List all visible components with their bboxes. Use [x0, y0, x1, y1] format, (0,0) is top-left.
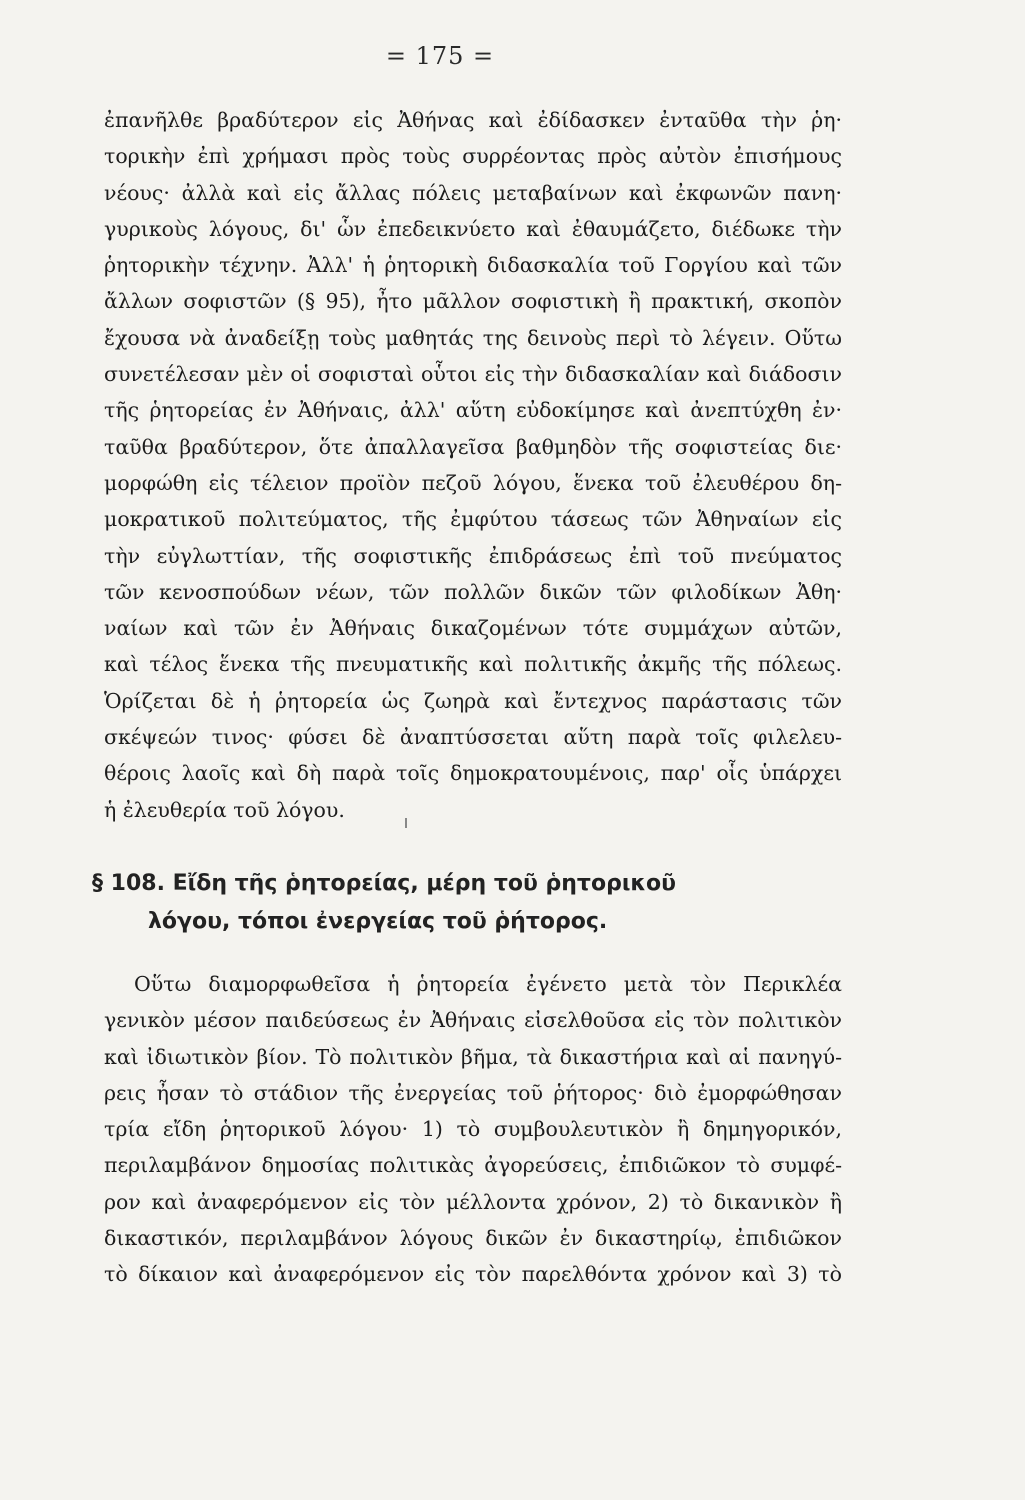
text-line: τῆς ῥητορείας ἐν Ἀθήναις, ἀλλ' αὕτη εὐδοκίμησε καὶ ἀνεπτύχθη ἐν· — [104, 398, 842, 423]
text-line: τρία εἴδη ῥητορικοῦ λόγου· 1) τὸ συμβουλευτικὸν ἢ δημηγορικόν, — [104, 1117, 842, 1142]
text-line: καὶ ἰδιωτικὸν βίον. Τὸ πολιτικὸν βῆμα, τὰ δικαστήρια καὶ αἱ πανηγύ- — [104, 1044, 842, 1069]
text-line: ἐπανῆλθε βραδύτερον εἰς Ἀθήνας καὶ ἐδίδασκεν ἐνταῦθα τὴν ῥη· — [104, 108, 842, 132]
text-line: ῥητορικὴν τέχνην. Ἀλλ' ἡ ῥητορικὴ διδασκαλία τοῦ Γοργίου καὶ τῶν — [104, 253, 842, 278]
text-line: θέροις λαοῖς καὶ δὴ παρὰ τοῖς δημοκρατουμένοις, παρ' οἷς ὑπάρχει — [104, 761, 842, 786]
text-line: Ὁρίζεται δὲ ἡ ῥητορεία ὡς ζωηρὰ καὶ ἔντεχνος παράστασις τῶν — [104, 688, 842, 713]
text-line: μορφώθη εἰς τέλειον προϊὸν πεζοῦ λόγου, ἕνεκα τοῦ ἐλευθέρου δη- — [104, 470, 842, 495]
paragraph-section-108 — [104, 966, 842, 1293]
section-heading-line: § 108. Εἴδη τῆς ῥητορείας, μέρη τοῦ ῥητορικοῦ — [92, 871, 676, 896]
text-line: συνετέλεσαν μὲν οἱ σοφισταὶ οὗτοι εἰς τὴν διδασκαλίαν καὶ διάδοσιν — [104, 362, 842, 387]
text-line: τῶν κενοσπούδων νέων, τῶν πολλῶν δικῶν τῶν φιλοδίκων Ἀθη· — [104, 579, 842, 604]
text-line: δικαστικόν, περιλαμβάνον λόγους δικῶν ἐν δικαστηρίῳ, ἐπιδιῶκον — [104, 1226, 842, 1251]
text-line: ρεις ἦσαν τὸ στάδιον τῆς ἐνεργείας τοῦ ῥήτορος· διὸ ἐμορφώθησαν — [104, 1080, 842, 1105]
text-line: τὴν εὐγλωττίαν, τῆς σοφιστικῆς ἐπιδράσεως ἐπὶ τοῦ πνεύματος — [104, 543, 842, 568]
text-line: ἄλλων σοφιστῶν (§ 95), ἦτο μᾶλλον σοφιστικὴ ἢ πρακτική, σκοπὸν — [104, 289, 842, 314]
text-line: ἔχουσα νὰ ἀναδείξῃ τοὺς μαθητάς της δεινοὺς περὶ τὸ λέγειν. Οὕτω — [104, 325, 842, 350]
text-line: καὶ τέλος ἕνεκα τῆς πνευματικῆς καὶ πολιτικῆς ἀκμῆς τῆς πόλεως. — [104, 652, 842, 677]
text-line: ναίων καὶ τῶν ἐν Ἀθήναις δικαζομένων τότε συμμάχων αὐτῶν, — [104, 616, 842, 641]
text-line: τορικὴν ἐπὶ χρήμασι πρὸς τοὺς συρρέοντας πρὸς αὐτὸν ἐπισήμους — [104, 144, 842, 169]
text-line: γενικὸν μέσον παιδεύσεως ἐν Ἀθήναις εἰσελθοῦσα εἰς τὸν πολιτικὸν — [104, 1008, 842, 1033]
text-line: ρον καὶ ἀναφερόμενον εἰς τὸν μέλλοντα χρόνον, 2) τὸ δικανικὸν ἢ — [104, 1189, 842, 1214]
text-line: ἡ ἐλευθερία τοῦ λόγου. — [104, 797, 345, 822]
text-line: ταῦθα βραδύτερον, ὅτε ἀπαλλαγεῖσα βαθμηδὸν τῆς σοφιστείας διε· — [104, 434, 842, 459]
text-line: περιλαμβάνον δημοσίας πολιτικὰς ἀγορεύσεις, ἐπιδιῶκον τὸ συμφέ- — [104, 1153, 842, 1178]
page-number: = 175 = — [385, 42, 495, 70]
paragraph-continuation — [104, 102, 842, 828]
text-line: νέους· ἀλλὰ καὶ εἰς ἄλλας πόλεις μεταβαίνων καὶ ἐκφωνῶν πανη· — [104, 180, 842, 205]
stray-mark — [405, 818, 407, 828]
section-heading-line: λόγου, τόποι ἐνεργείας τοῦ ῥήτορος. — [148, 909, 608, 934]
text-line: μοκρατικοῦ πολιτεύματος, τῆς ἐμφύτου τάσεως τῶν Ἀθηναίων εἰς — [104, 507, 842, 532]
text-line: τὸ δίκαιον καὶ ἀναφερόμενον εἰς τὸν παρελθόντα χρόνον καὶ 3) τὸ — [104, 1262, 842, 1287]
section-heading — [92, 865, 852, 941]
text-line: γυρικοὺς λόγους, δι' ὧν ἐπεδεικνύετο καὶ ἐθαυμάζετο, διέδωκε τὴν — [104, 216, 842, 241]
text-line: σκέψεών τινος· φύσει δὲ ἀναπτύσσεται αὕτη παρὰ τοῖς φιλελευ- — [104, 725, 842, 750]
text-line: Οὕτω διαμορφωθεῖσα ἡ ῥητορεία ἐγένετο μετὰ τὸν Περικλέα — [134, 972, 842, 996]
